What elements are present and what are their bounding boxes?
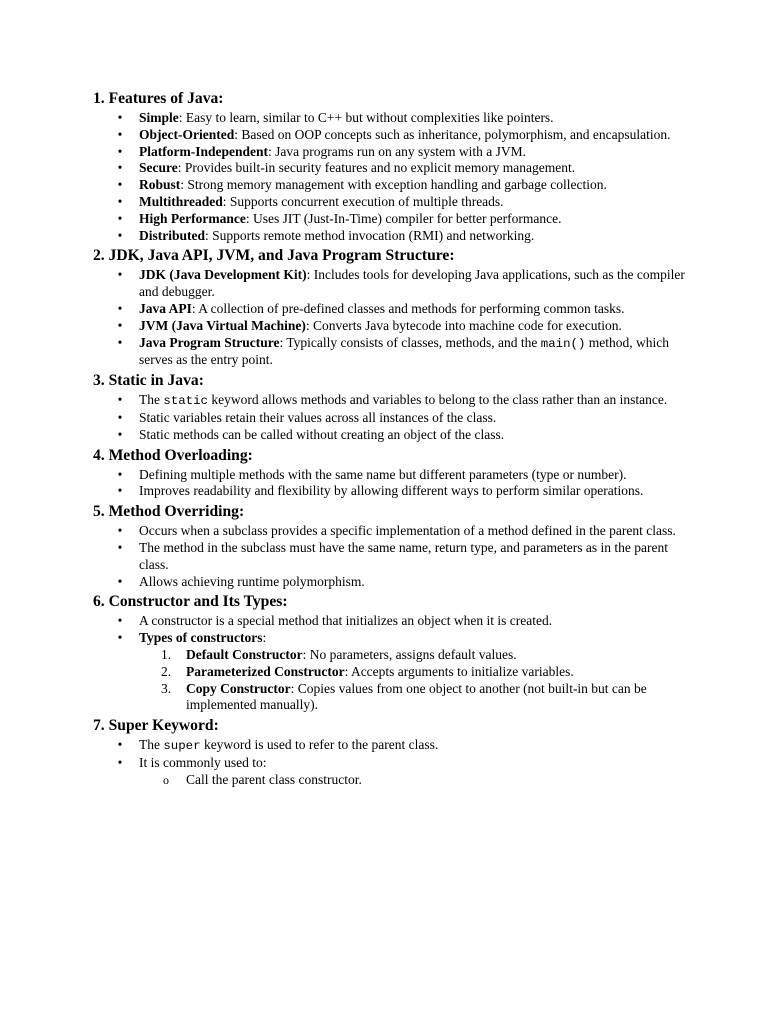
section-overriding — [93, 502, 693, 590]
bullet-marker: • — [117, 392, 123, 408]
bullet-marker: • — [117, 737, 123, 753]
item-text: A constructor is a special method that initializes an object when it is created. — [139, 613, 553, 629]
list-item — [93, 523, 693, 540]
bullet-list — [93, 392, 693, 443]
item-term: Secure — [139, 160, 178, 176]
section-overloading — [93, 446, 693, 501]
list-item — [93, 177, 693, 194]
item-text: keyword allows methods and variables to belong to the class rather than an instance. — [208, 392, 668, 408]
item-term: High Performance — [139, 210, 246, 226]
list-item — [93, 574, 693, 591]
bullet-marker: • — [117, 539, 123, 555]
item-text: keyword is used to refer to the parent class. — [200, 737, 439, 753]
bullet-marker: • — [117, 267, 123, 283]
list-item — [93, 267, 693, 301]
item-term: Robust — [139, 177, 181, 193]
section-super — [93, 716, 693, 788]
bullet-marker: • — [117, 317, 123, 333]
item-text: : Uses JIT (Just-In-Time) compiler for better performance. — [245, 210, 562, 226]
list-item — [93, 630, 693, 714]
bullet-marker: • — [117, 110, 123, 125]
item-text: : Copies values from one object to another (not built-in but can be implemented manually). — [186, 680, 647, 713]
item-text: : Converts Java bytecode into machine code for execution. — [305, 317, 622, 333]
item-text: method, which serves as the entry point. — [139, 334, 670, 368]
item-term: Platform-Independent — [139, 143, 268, 159]
bullet-list — [93, 267, 693, 369]
bullet-marker: • — [117, 466, 123, 482]
bullet-list — [93, 737, 693, 788]
list-item — [93, 211, 693, 228]
bullet-marker: • — [117, 426, 123, 442]
item-text: Occurs when a subclass provides a specific implementation of a method defined in the parent class. — [139, 523, 676, 539]
list-item — [93, 410, 693, 427]
sub-bullet-marker: o — [163, 772, 169, 787]
item-text: : Strong memory management with exception handling and garbage collection. — [180, 177, 607, 193]
bullet-marker: • — [117, 754, 123, 770]
bullet-marker: • — [117, 409, 123, 425]
list-item — [93, 613, 693, 630]
bullet-marker: • — [117, 227, 123, 243]
item-term: JVM (Java Virtual Machine) — [139, 317, 306, 333]
item-term: JDK (Java Development Kit) — [139, 267, 307, 283]
item-text: : Supports concurrent execution of multiple threads. — [222, 193, 504, 209]
item-term: Distributed — [139, 227, 206, 243]
section-heading: 2. JDK, Java API, JVM, and Java Program Structure: — [93, 247, 455, 265]
bullet-list — [93, 110, 693, 244]
item-text: Defining multiple methods with the same name but different parameters (type or number). — [139, 466, 627, 482]
item-term: Simple — [139, 110, 179, 125]
section-heading: 7. Super Keyword: — [93, 717, 219, 735]
list-item — [93, 301, 693, 318]
bullet-list — [93, 523, 693, 590]
list-item — [93, 392, 693, 410]
bullet-marker: • — [117, 523, 123, 539]
item-text: The — [139, 737, 164, 753]
inline-code: super — [163, 739, 201, 754]
bullet-marker: • — [117, 573, 123, 589]
item-term: Multithreaded — [139, 193, 223, 209]
item-text: Static methods can be called without creating an object of the class. — [139, 426, 505, 442]
section-features — [93, 89, 693, 244]
list-item — [93, 540, 693, 574]
list-item — [93, 127, 693, 144]
item-text: : Supports remote method invocation (RMI) and networking. — [205, 227, 535, 243]
inline-code: main() — [540, 336, 586, 351]
item-text: The method in the subclass must have the same name, return type, and parameters as in the parent class. — [139, 539, 668, 572]
item-text: : Includes tools for developing Java applications, such as the compiler and debugger. — [139, 267, 685, 300]
item-term: Java API — [139, 300, 192, 316]
section-heading: 1. Features of Java: — [93, 90, 224, 107]
bullet-list — [93, 467, 693, 501]
section-static — [93, 371, 693, 443]
bullet-marker: • — [117, 126, 123, 142]
item-text: Static variables retain their values across all instances of the class. — [139, 409, 497, 425]
inline-code: static — [163, 394, 208, 409]
section-heading: 6. Constructor and Its Types: — [93, 593, 288, 611]
list-item — [93, 335, 693, 370]
item-number: 3. — [161, 680, 172, 696]
section-jdk-api-jvm — [93, 246, 693, 369]
list-item — [93, 755, 693, 789]
section-constructor — [93, 592, 693, 714]
item-text: Call the parent class constructor. — [186, 771, 362, 787]
bullet-marker: • — [117, 177, 123, 193]
item-text: : Typically consists of classes, methods, and the — [279, 334, 541, 350]
bullet-marker: • — [117, 300, 123, 316]
section-heading: 5. Method Overriding: — [93, 503, 245, 521]
item-term: Copy Constructor — [186, 680, 291, 696]
item-text: : Based on OOP concepts such as inheritance, polymorphism, and encapsulation. — [234, 126, 671, 142]
bullet-marker: • — [117, 193, 123, 209]
item-term: Java Program Structure — [139, 334, 280, 350]
bullet-marker: • — [117, 483, 123, 499]
numbered-item — [139, 647, 693, 664]
item-number: 1. — [161, 646, 172, 662]
item-text: : — [262, 630, 267, 646]
list-item — [93, 144, 693, 161]
numbered-item — [139, 664, 693, 681]
item-text: The — [139, 392, 164, 408]
list-item — [93, 467, 693, 484]
list-item — [93, 110, 693, 127]
list-item — [93, 194, 693, 211]
list-item — [93, 228, 693, 245]
item-text: : Easy to learn, similar to C++ but without complexities like pointers. — [178, 110, 554, 125]
item-text: : No parameters, assigns default values. — [302, 646, 517, 662]
numbered-item — [139, 681, 693, 715]
bullet-marker: • — [117, 630, 123, 646]
section-heading: 4. Method Overloading: — [93, 446, 253, 464]
list-item — [93, 483, 693, 500]
bullet-marker: • — [117, 613, 123, 629]
list-item — [93, 427, 693, 444]
item-number: 2. — [161, 663, 172, 679]
sub-bullet-list — [139, 772, 693, 789]
item-term: Parameterized Constructor — [186, 663, 345, 679]
bullet-list — [93, 613, 693, 714]
item-text: : A collection of pre-defined classes and methods for performing common tasks. — [191, 300, 625, 316]
bullet-marker: • — [117, 210, 123, 226]
item-text: : Accepts arguments to initialize variables. — [344, 663, 574, 679]
section-heading: 3. Static in Java: — [93, 372, 204, 390]
numbered-list — [139, 647, 693, 714]
item-term: Object-Oriented — [139, 126, 235, 142]
item-term: Types of constructors — [139, 630, 263, 646]
item-text: Improves readability and flexibility by allowing different ways to perform similar operations. — [139, 483, 644, 499]
bullet-marker: • — [117, 160, 123, 176]
list-item — [93, 737, 693, 755]
list-item — [93, 318, 693, 335]
document-body — [93, 89, 693, 789]
bullet-marker: • — [117, 334, 123, 350]
bullet-marker: • — [117, 143, 123, 159]
item-text: It is commonly used to: — [139, 754, 267, 770]
item-term: Default Constructor — [186, 646, 303, 662]
sub-list-item — [139, 772, 693, 789]
item-text: : Java programs run on any system with a JVM. — [268, 143, 526, 159]
list-item — [93, 160, 693, 177]
item-text: Allows achieving runtime polymorphism. — [139, 573, 365, 589]
item-text: : Provides built-in security features and no explicit memory management. — [177, 160, 576, 176]
